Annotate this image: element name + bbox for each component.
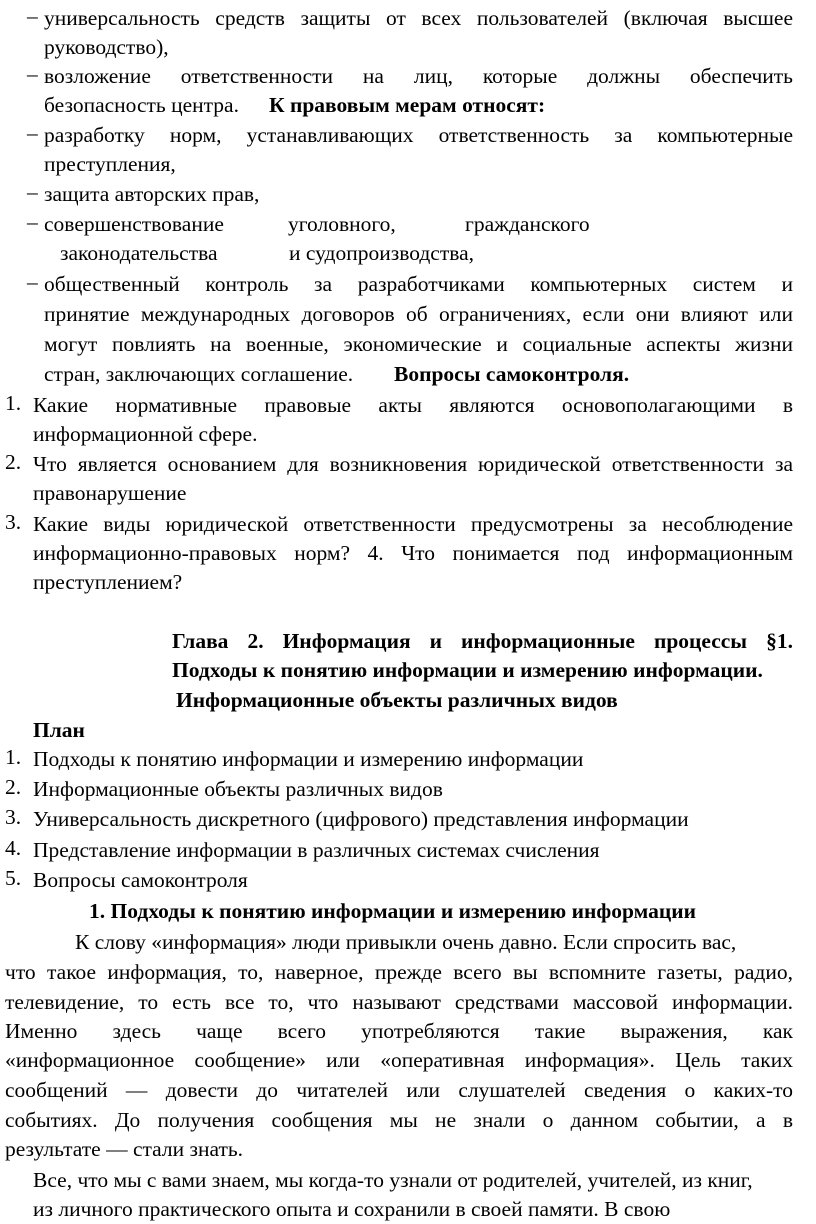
question-line: Что является основанием для возникновения юридической ответственности за <box>33 452 793 476</box>
bullet-line: стран, заключающих соглашение. <box>44 362 354 386</box>
chapter-title: Глава 2. Информация и информационные процессы §1. <box>172 629 793 653</box>
question-number: 3. <box>5 510 22 534</box>
bullet-line: руководство), <box>44 35 169 59</box>
bullet-line: разработку норм, устанавливающих ответственность за компьютерные <box>44 123 793 147</box>
paragraph-line: событиях. До получения сообщения мы не знали о данном событии, а в <box>5 1108 793 1132</box>
plan-item: Информационные объекты различных видов <box>33 777 443 801</box>
question-line: информационной сфере. <box>33 422 258 446</box>
paragraph-line: из личного практического опыта и сохранили в своей памяти. В свою <box>33 1197 671 1221</box>
list-dash: – <box>27 121 38 145</box>
bullet-line: универсальность средств защиты от всех пользователей (включая высшее <box>44 6 793 30</box>
list-dash: – <box>27 4 38 28</box>
plan-title: План <box>33 718 85 742</box>
chapter-subtitle: Подходы к понятию информации и измерению информации. <box>172 658 763 682</box>
paragraph-line: «информационное сообщение» или «оперативная информация». Цель таких <box>5 1048 793 1072</box>
list-dash: – <box>27 180 38 204</box>
plan-number: 2. <box>5 775 22 799</box>
plan-item: Вопросы самоконтроля <box>33 868 248 892</box>
plan-number: 5. <box>5 866 22 890</box>
plan-number: 3. <box>5 805 22 829</box>
legal-measures-heading: К правовым мерам относят: <box>269 93 546 117</box>
bullet-word: законодательства <box>60 241 218 265</box>
question-line: информационно-правовых норм? 4. Что понимается под информационным <box>33 541 793 565</box>
plan-item: Подходы к понятию информации и измерению информации <box>33 747 584 771</box>
chapter-subtitle: Информационные объекты различных видов <box>176 688 618 712</box>
question-line: Какие виды юридической ответственности предусмотрены за несоблюдение <box>33 512 793 536</box>
paragraph-line: телевидение, то есть все то, что называют средствами массовой информации. <box>5 990 793 1014</box>
bullet-word: гражданского <box>465 212 590 236</box>
paragraph-line: Все, что мы с вами знаем, мы когда-то узнали от родителей, учителей, из книг, <box>33 1168 753 1192</box>
plan-item: Представление информации в различных системах счисления <box>33 838 600 862</box>
list-dash: – <box>27 210 38 234</box>
question-number: 2. <box>5 450 22 474</box>
bullet-line: защита авторских прав, <box>44 182 260 206</box>
bullet-line: возложение ответственности на лиц, которые должны обеспечить <box>44 64 793 88</box>
section-title: 1. Подходы к понятию информации и измерению информации <box>89 899 697 923</box>
bullet-line: безопасность центра. <box>44 93 239 117</box>
paragraph-line: результате — стали знать. <box>5 1137 244 1161</box>
bullet-word: совершенствование <box>44 212 224 236</box>
plan-number: 4. <box>5 836 22 860</box>
bullet-line: общественный контроль за разработчиками компьютерных систем и <box>44 272 793 296</box>
self-check-heading: Вопросы самоконтроля. <box>394 362 630 386</box>
bullet-line: преступления, <box>44 152 176 176</box>
paragraph-line: сообщений — довести до читателей или слушателей сведения о каких-то <box>5 1078 793 1102</box>
list-dash: – <box>27 62 38 86</box>
bullet-word: уголовного, <box>288 212 396 236</box>
plan-item: Универсальность дискретного (цифрового) представления информации <box>33 807 689 831</box>
plan-number: 1. <box>5 745 22 769</box>
bullet-word: и судопроизводства, <box>289 241 475 265</box>
paragraph-line: что такое информация, то, наверное, прежде всего вы вспомните газеты, радио, <box>5 960 793 984</box>
question-number: 1. <box>5 391 22 415</box>
paragraph-line: Именно здесь чаще всего употребляются такие выражения, как <box>5 1019 793 1043</box>
question-line: правонарушение <box>33 481 187 505</box>
question-line: преступлением? <box>33 570 183 594</box>
bullet-line: принятие международных договоров об ограничениях, если они влияют или <box>44 302 793 326</box>
question-line: Какие нормативные правовые акты являются основополагающими в <box>33 393 793 417</box>
list-dash: – <box>27 270 38 294</box>
paragraph-line: К слову «информация» люди привыкли очень давно. Если спросить вас, <box>75 930 737 954</box>
bullet-line: могут повлиять на военные, экономические и социальные аспекты жизни <box>44 332 793 356</box>
